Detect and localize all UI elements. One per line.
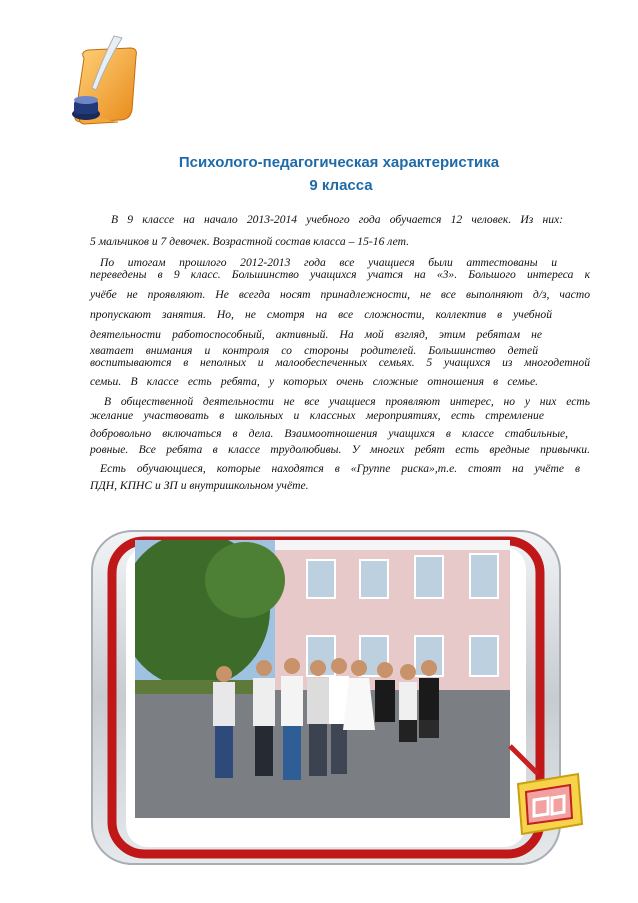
- text-line: ровные. Все ребята в классе трудолюбивы. У многих ребят есть вредные привычки.: [90, 443, 590, 456]
- text-line: желание участвовать в школьных и классных мероприятиях, есть стремление: [90, 409, 544, 422]
- text-line: добровольно включаться в дела. Взаимоотношения учащихся в классе стабильные,: [90, 427, 568, 440]
- text-line: В 9 классе на начало 2013-2014 учебного года обучается 12 человек. Из них:: [111, 213, 563, 226]
- text-line: семьи. В классе есть ребята, у которых очень сложные отношения в семье.: [90, 375, 538, 388]
- text-line: По итогам прошлого 2012-2013 года все учащиеся были аттестованы и: [100, 256, 557, 269]
- text-line: учёбе не проявляют. Не всегда носят принадлежности, не все выполняют д/з, часто: [90, 288, 590, 301]
- class-group-photo: [135, 540, 510, 818]
- text-line: хватает внимания и контроля со стороны родителей. Большинство детей: [90, 344, 538, 357]
- text-line: деятельности работоспособный, активный. На мой взгляд, этим ребятам не: [90, 328, 542, 341]
- scroll-quill-ink-icon: [62, 30, 142, 130]
- text-line: Есть обучающиеся, которые находятся в «Группе риска»,т.е. стоят на учёте в: [100, 462, 580, 475]
- heading-line-1: Психолого-педагогическая характеристика: [178, 154, 500, 171]
- text-line: пропускают занятия. Но, не смотря на все сложности, коллектив в учебной: [90, 308, 552, 321]
- text-line: 5 мальчиков и 7 девочек. Возрастной состав класса – 15-16 лет.: [90, 235, 410, 248]
- text-line: воспитываются в неполных и малообеспеченных семьях. 5 учащихся из многодетной: [90, 356, 590, 369]
- presentation-board-icon: [508, 744, 588, 844]
- text-line: ПДН, КПНС и ЗП и внутришкольном учёте.: [90, 479, 309, 492]
- text-line: переведены в 9 класс. Большинство учащихся учатся на «3». Большого интереса к: [90, 268, 590, 281]
- text-line: В общественной деятельности не все учащиеся проявляют интерес, но у них есть: [104, 395, 590, 408]
- heading-line-2: 9 класса: [309, 177, 373, 194]
